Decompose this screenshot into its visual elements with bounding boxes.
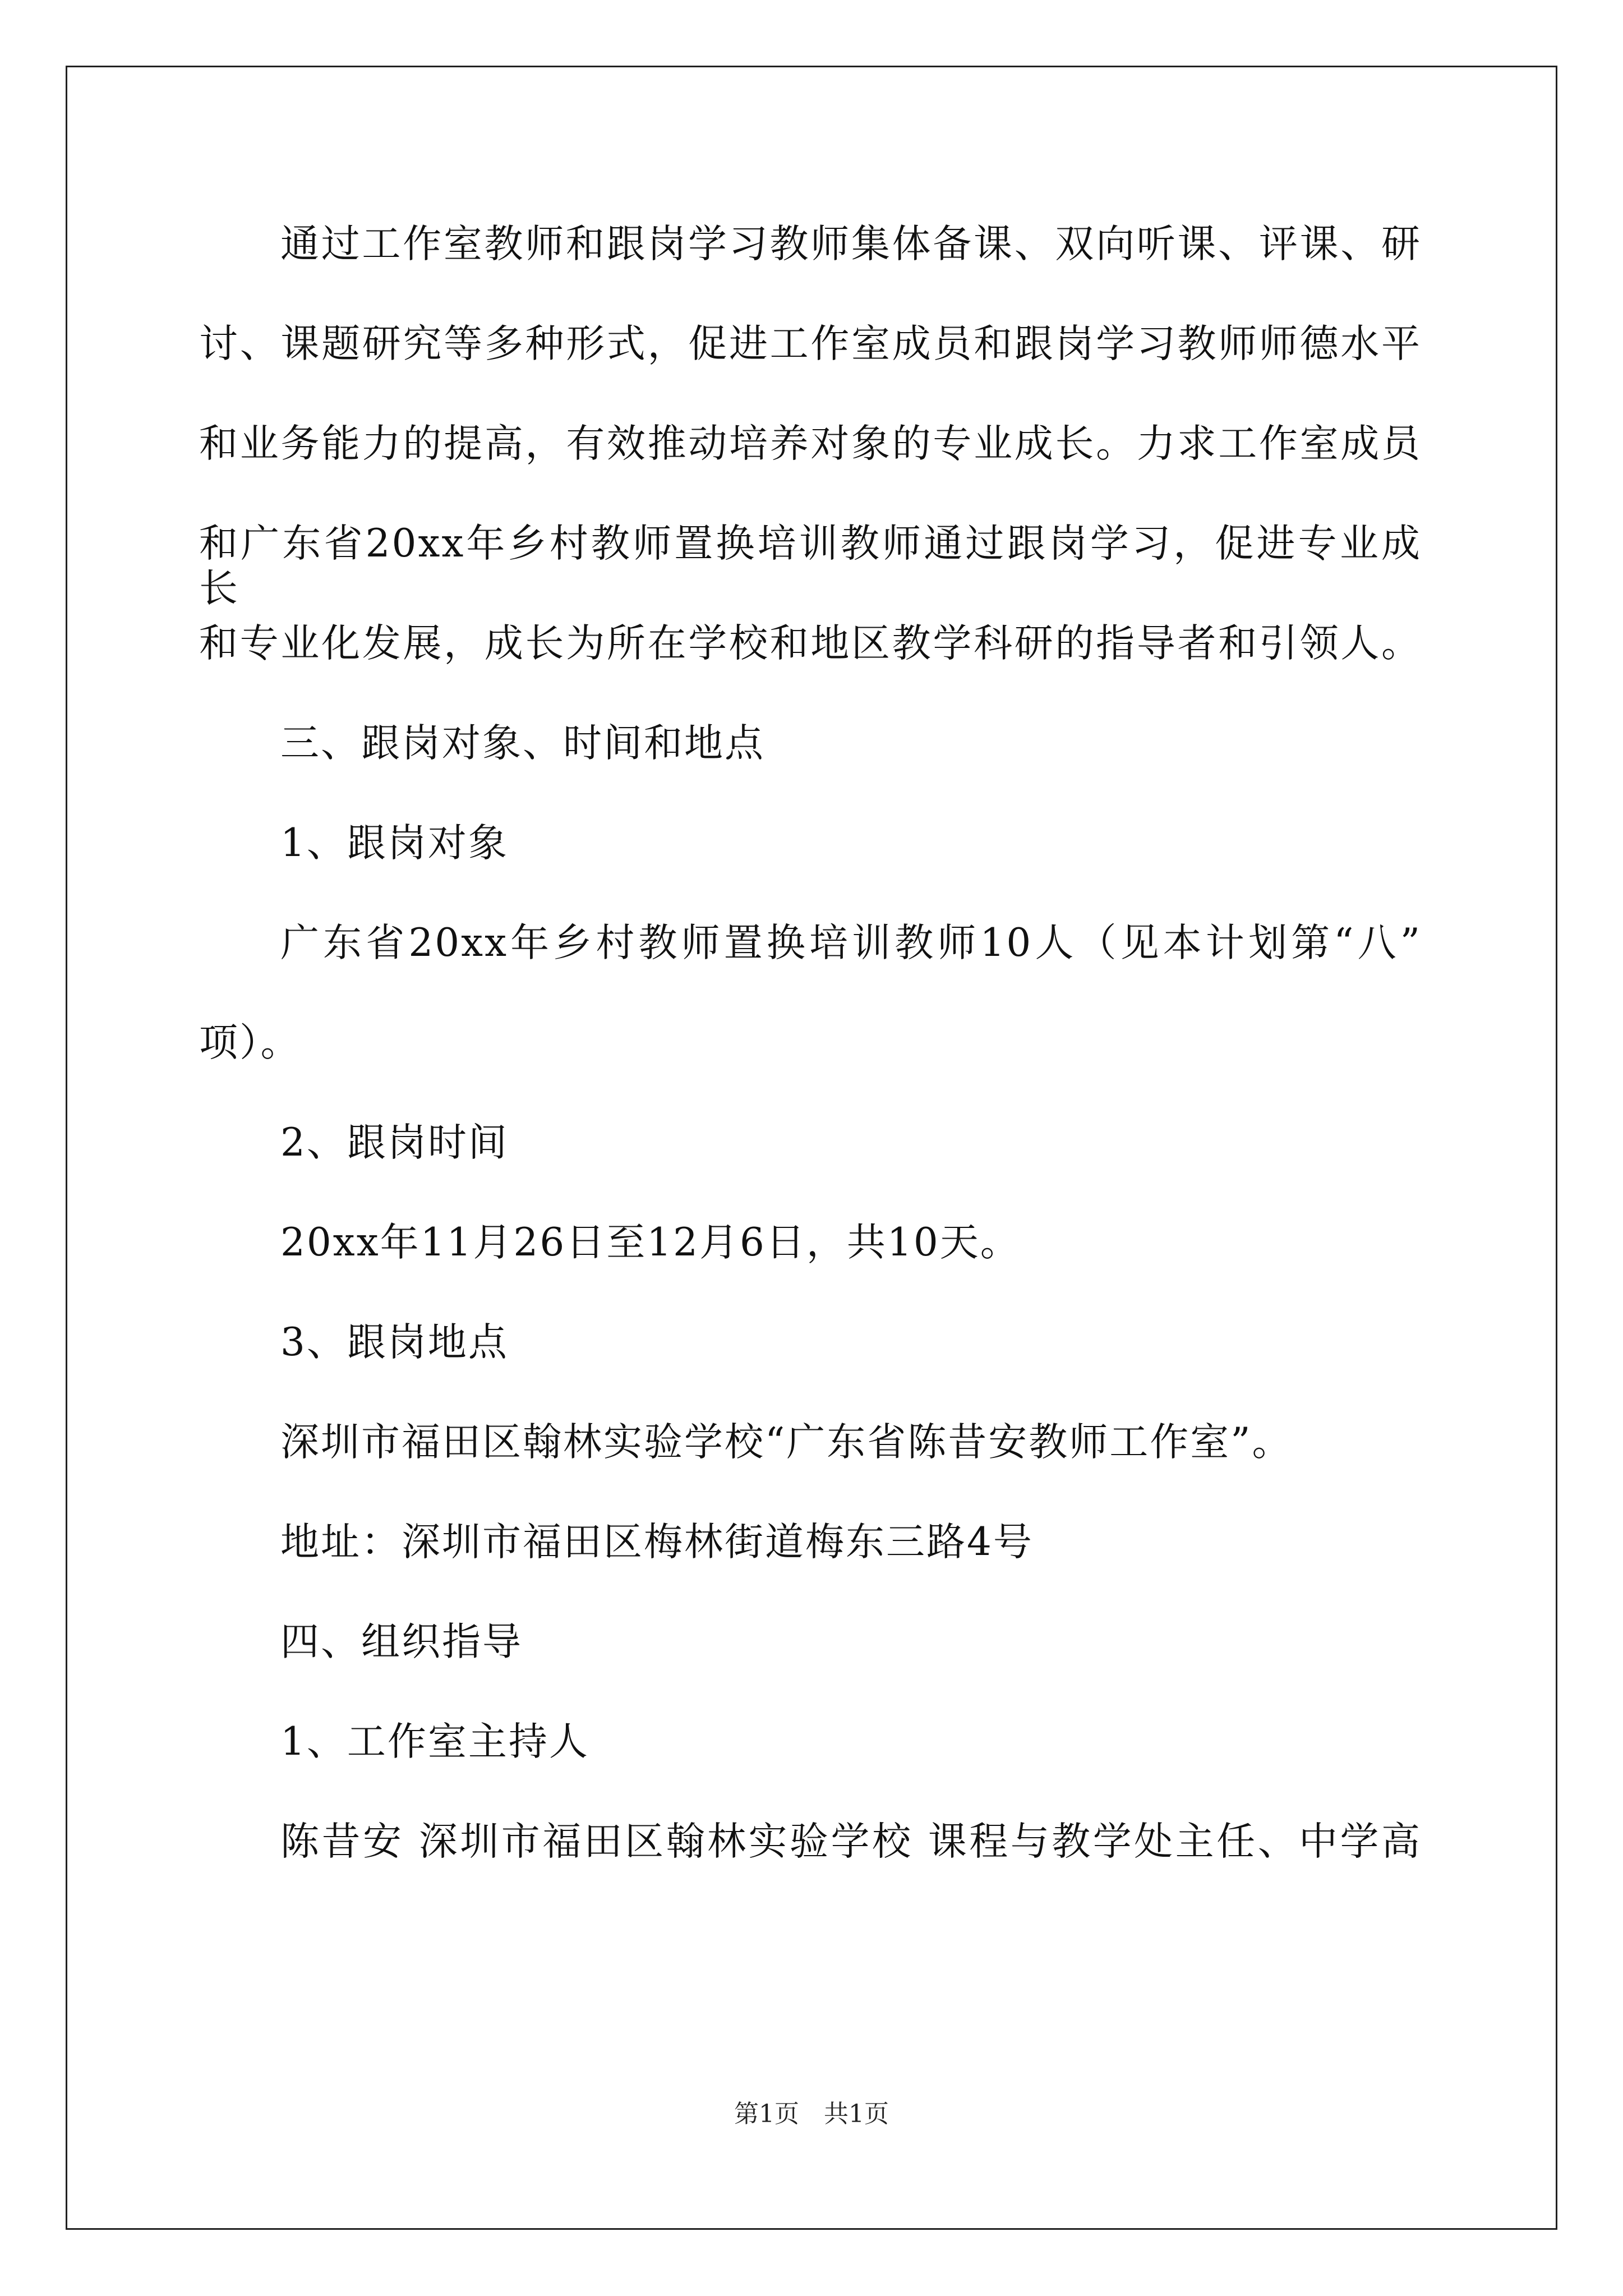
subsection-heading: 2、跟岗时间 bbox=[280, 1120, 509, 1165]
section-heading: 三、跟岗对象、时间和地点 bbox=[280, 721, 765, 766]
address-line: 地址：深圳市福田区梅林街道梅东三路4号 bbox=[280, 1520, 1034, 1565]
subsection-heading: 1、跟岗对象 bbox=[280, 821, 509, 866]
paragraph-line: 深圳市福田区翰林实验学校“广东省陈昔安教师工作室”。 bbox=[280, 1420, 1293, 1465]
paragraph-line: 项）。 bbox=[199, 1020, 301, 1065]
section-heading: 四、组织指导 bbox=[280, 1619, 523, 1664]
paragraph-line: 讨、课题研究等多种形式，促进工作室成员和跟岗学习教师师德水平 bbox=[199, 321, 1422, 366]
subsection-heading: 3、跟岗地点 bbox=[280, 1320, 509, 1365]
paragraph-line: 和专业化发展，成长为所在学校和地区教学科研的指导者和引领人。 bbox=[199, 621, 1422, 666]
paragraph-line: 20xx年11月26日至12月6日，共10天。 bbox=[280, 1220, 1021, 1265]
paragraph-line: 和业务能力的提高，有效推动培养对象的专业成长。力求工作室成员 bbox=[199, 421, 1422, 466]
subsection-heading: 1、工作室主持人 bbox=[280, 1719, 589, 1764]
document-body bbox=[199, 222, 1422, 1919]
paragraph-line: 陈昔安 深圳市福田区翰林实验学校 课程与教学处主任、中学高 bbox=[280, 1819, 1422, 1864]
page-number-footer: 第1页 共1页 bbox=[734, 2100, 889, 2128]
paragraph-line: 通过工作室教师和跟岗学习教师集体备课、双向听课、评课、研 bbox=[280, 222, 1422, 266]
paragraph-line: 广东省20xx年乡村教师置换培训教师10人（见本计划第“八” bbox=[280, 921, 1422, 965]
paragraph-line: 和广东省20xx年乡村教师置换培训教师通过跟岗学习，促进专业成长 bbox=[199, 521, 1422, 611]
